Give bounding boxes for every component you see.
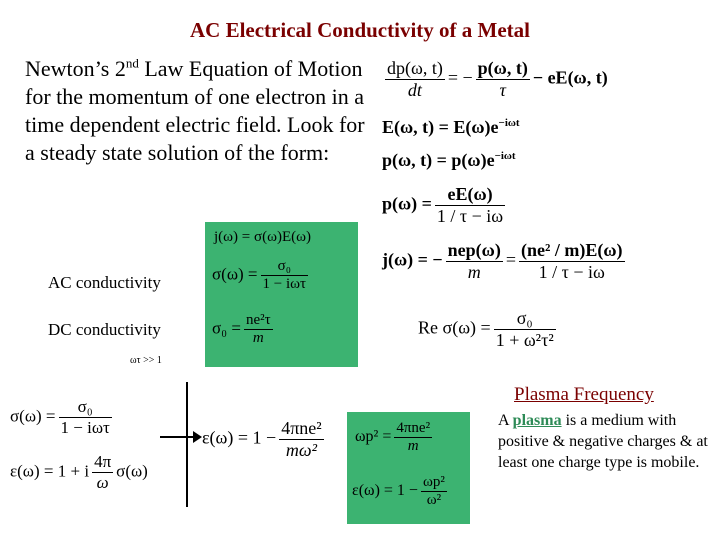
motion-rhs1-den: τ	[499, 80, 506, 100]
mid-eps-equation	[202, 418, 327, 461]
plasma-eps-den: ω²	[426, 492, 442, 508]
motion-rhs1-sign: = −	[447, 67, 473, 88]
plasma-word: plasma	[512, 412, 562, 429]
plasma-frequency-heading: Plasma Frequency	[514, 384, 654, 405]
j-den2: 1 / τ − iω	[538, 262, 605, 282]
arrow-icon	[160, 436, 200, 438]
low-eps-rhs: σ(ω)	[116, 461, 148, 481]
divider-line	[186, 382, 188, 507]
low-eps-den: ω	[96, 473, 109, 492]
low-eps-lhs: ε(ω) = 1 + i	[10, 461, 90, 481]
box-sigma-num: σ₀	[261, 258, 309, 276]
intro-text	[25, 55, 365, 167]
pfield-text: p(ω, t) = p(ω)e	[382, 150, 495, 170]
box-dc-lhs: σ₀ =	[212, 318, 241, 338]
p-omega-den: 1 / τ − iω	[436, 206, 504, 226]
mid-eps-den: mω²	[285, 440, 317, 460]
plasma-eps-lhs: ε(ω) = 1 −	[352, 482, 418, 500]
efield-equation	[382, 117, 520, 138]
plasma-w-den: m	[407, 438, 419, 454]
page-title: AC Electrical Conductivity of a Metal	[189, 18, 530, 42]
box-sigma-equation	[212, 258, 311, 293]
j-num1: nep(ω)	[447, 240, 501, 260]
box-j-equation: j(ω) = σ(ω)E(ω)	[214, 229, 311, 245]
low-sigma-equation	[10, 397, 115, 438]
j-eq: =	[505, 249, 516, 270]
limit-label: ωτ >> 1	[130, 355, 162, 366]
dc-conductivity-label: DC conductivity	[48, 320, 161, 339]
motion-rhs2: − eE(ω, t)	[532, 67, 608, 88]
box-sigma-lhs: σ(ω) =	[212, 264, 258, 284]
re-num: σ₀	[494, 308, 556, 330]
intro-part-2: Law Equation of Motion for the momentum of one electron in a time dependent electric field. Look for a steady state solution of the form:	[25, 56, 365, 165]
current-equation	[382, 240, 628, 283]
plasma-eps-num: ωp²	[422, 474, 445, 490]
box-dc-den: m	[252, 330, 264, 346]
motion-lhs-den: dt	[407, 80, 422, 100]
mid-eps-lhs: ε(ω) = 1 −	[202, 427, 277, 448]
plasma-text-pre: A	[498, 412, 513, 429]
plasma-omega-equation	[355, 420, 435, 455]
j-lhs: j(ω) = −	[382, 249, 443, 270]
ac-conductivity-label: AC conductivity	[48, 273, 161, 292]
motion-lhs-num: dp(ω, t)	[387, 58, 443, 78]
motion-rhs1-num: p(ω, t)	[477, 58, 528, 78]
plasma-eps-equation	[352, 474, 450, 509]
low-eps-num: 4π	[94, 452, 112, 471]
p-omega-num: eE(ω)	[435, 184, 505, 206]
box-dc-equation	[212, 312, 276, 347]
intro-superscript: nd	[125, 55, 139, 71]
intro-part-1: Newton’s 2	[25, 56, 126, 81]
equation-of-motion	[382, 58, 608, 101]
low-sigma-num: σ₀	[59, 397, 112, 418]
p-omega-lhs: p(ω) =	[382, 193, 432, 214]
plasma-w-lhs: ωp² =	[355, 428, 392, 446]
plasma-definition	[498, 410, 713, 473]
box-sigma-den: 1 − iωτ	[262, 276, 307, 292]
low-sigma-lhs: σ(ω) =	[10, 406, 56, 426]
efield-text: E(ω, t) = E(ω)e	[382, 117, 499, 137]
low-sigma-den: 1 − iωτ	[60, 418, 110, 437]
box-dc-num: ne²τ	[245, 312, 271, 328]
re-sigma-equation	[418, 308, 559, 351]
plasma-w-num: 4πne²	[396, 420, 431, 436]
j-num2: (ne² / m)E(ω)	[520, 240, 623, 260]
efield-exponent: −iωt	[498, 117, 520, 129]
re-lhs: Re σ(ω) =	[418, 317, 491, 338]
re-den: 1 + ω²τ²	[495, 330, 554, 350]
low-eps-equation	[10, 452, 148, 493]
pfield-equation	[382, 150, 516, 171]
mid-eps-num: 4πne²	[281, 418, 322, 438]
p-omega-equation	[382, 184, 508, 227]
j-den1: m	[467, 262, 481, 282]
plasma-text-post: is a medium with positive & negative charges & at least one charge type is mobile.	[498, 412, 708, 471]
pfield-exponent: −iωt	[494, 150, 516, 162]
